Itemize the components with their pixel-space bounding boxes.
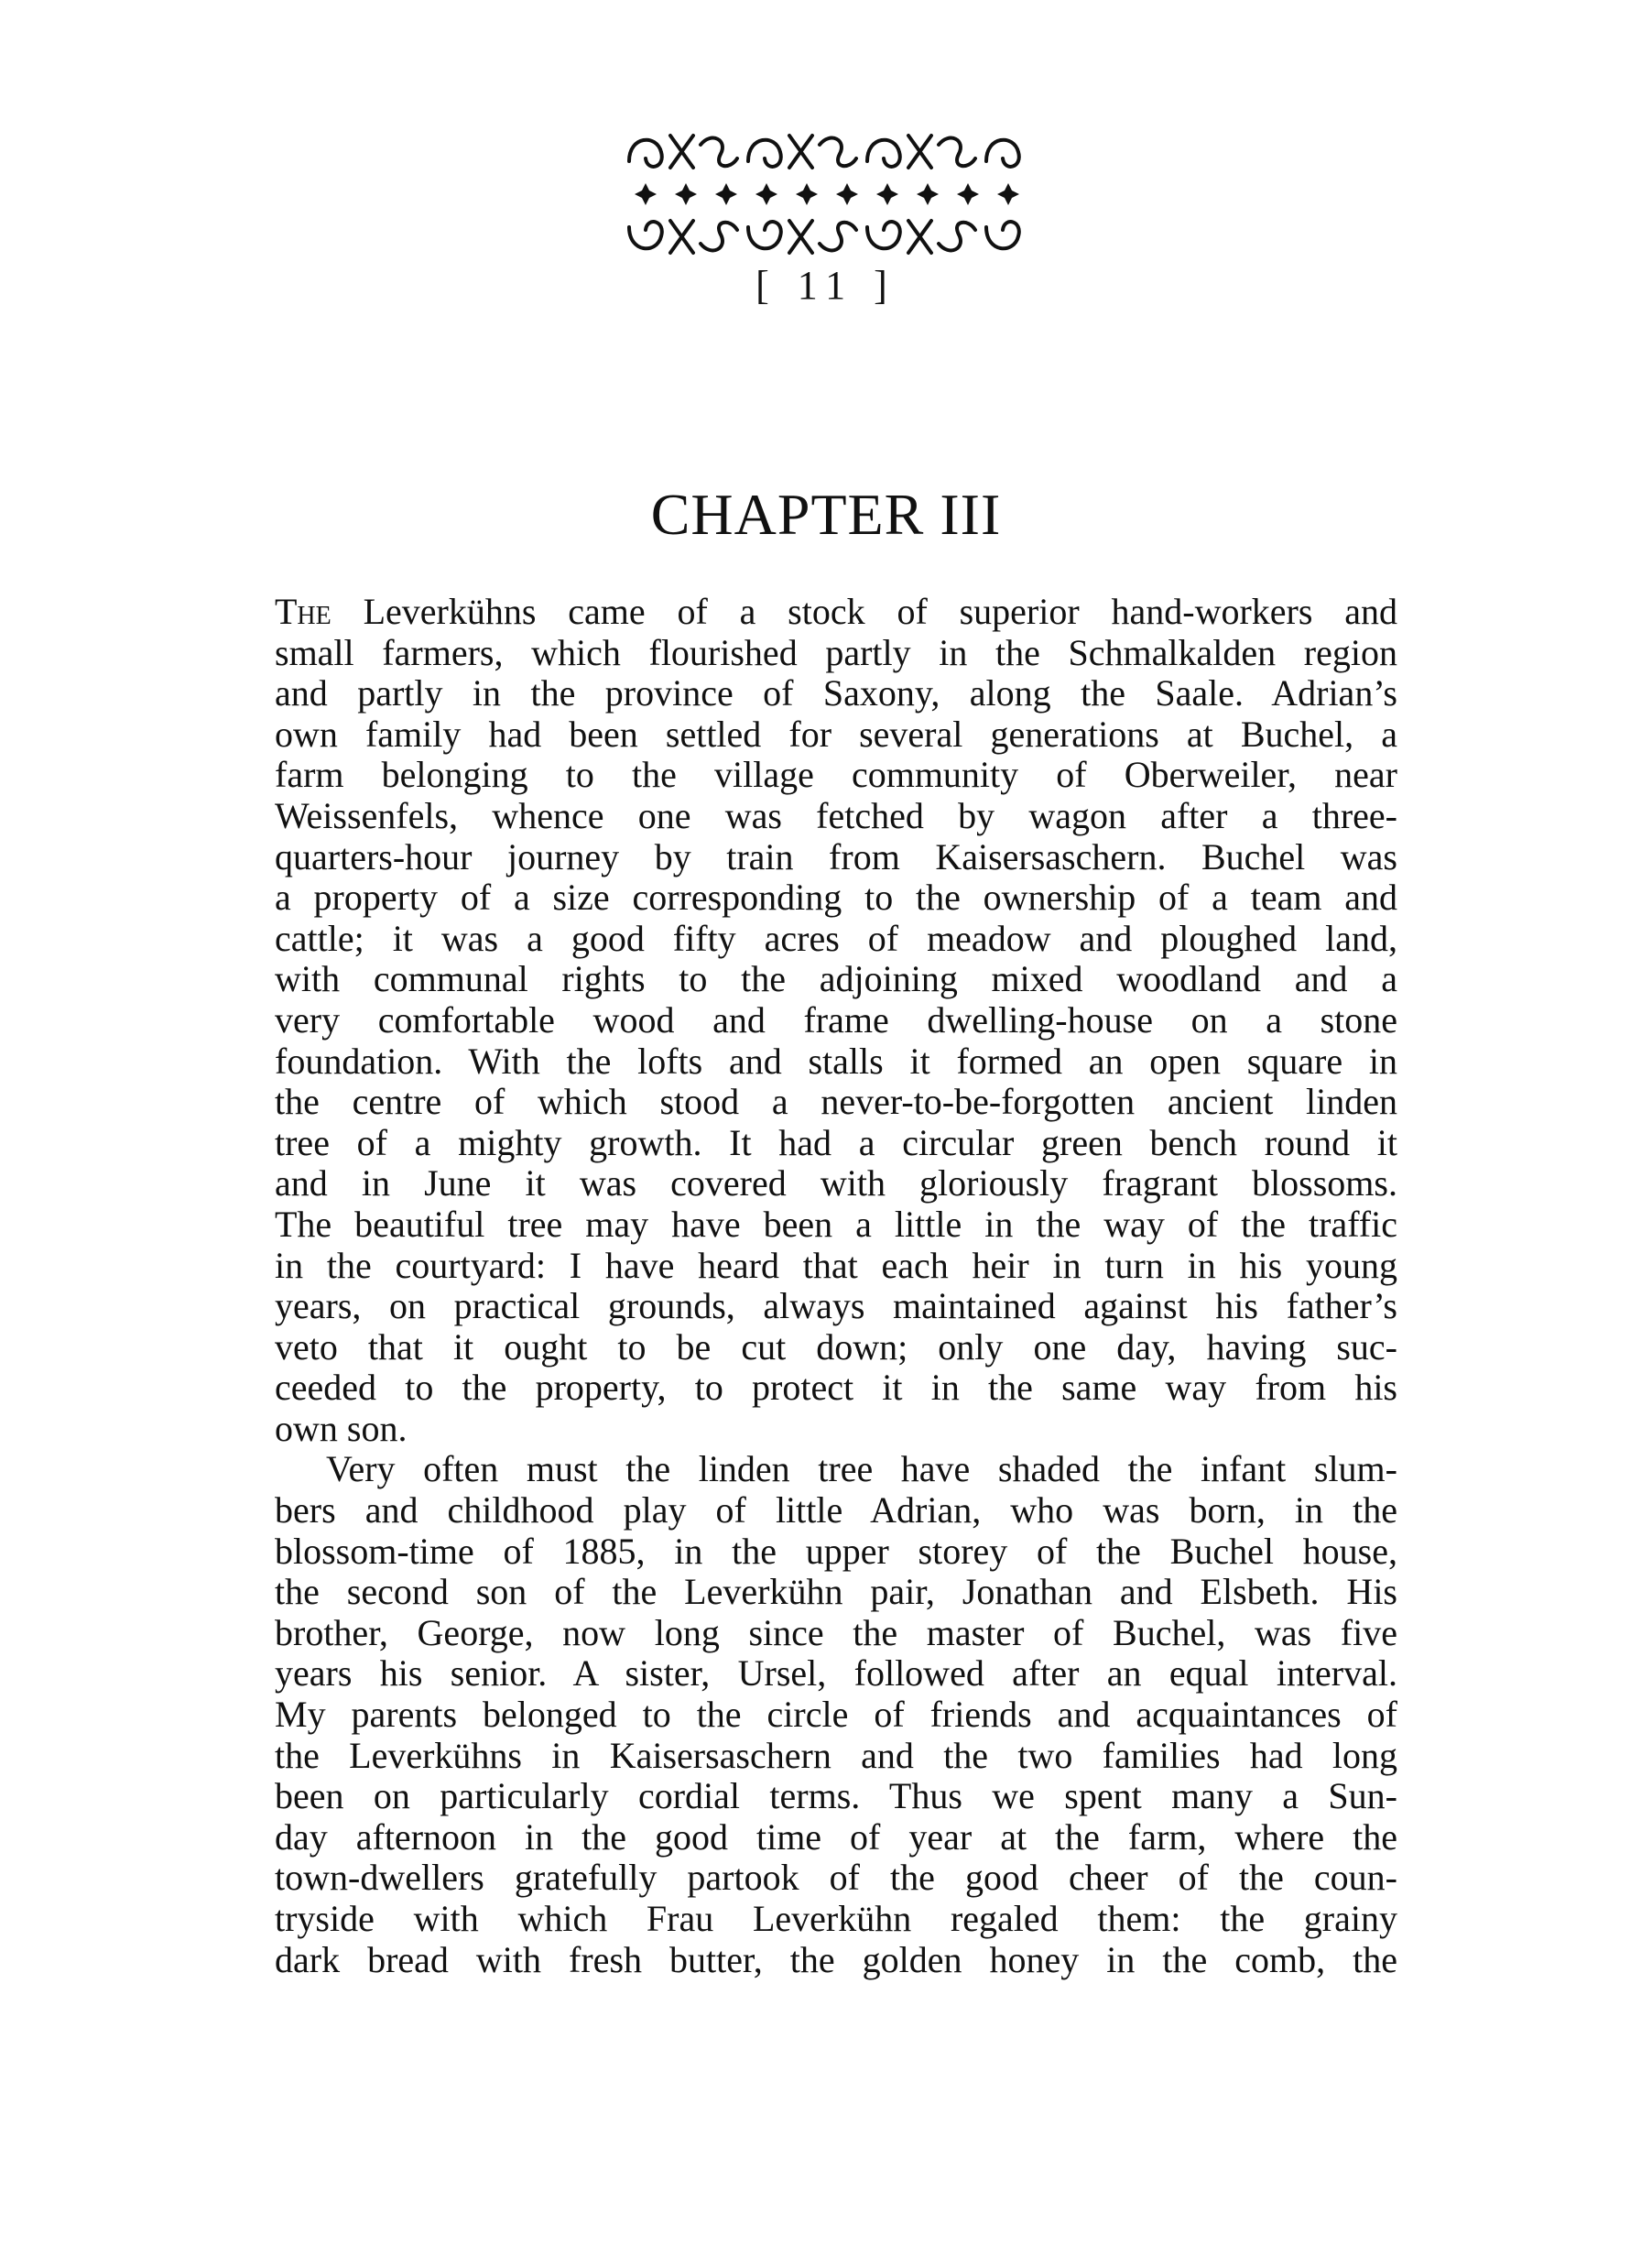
text-line: the second son of the Leverkühn pair, Jonathan and Elsbeth. His: [275, 1572, 1397, 1613]
text-line: years his senior. A sister, Ursel, followed after an equal interval.: [275, 1653, 1397, 1695]
decorative-scroll-ornament: [620, 117, 1032, 273]
text-line: small farmers, which flourished partly in the Schmalkalden region: [275, 632, 1397, 673]
text-line: and in June it was covered with gloriously fragrant blossoms.: [275, 1163, 1397, 1204]
text-line: town-dwellers gratefully partook of the good cheer of the coun-: [275, 1858, 1397, 1899]
text-line: own son.: [275, 1408, 408, 1449]
body-text: [275, 592, 1397, 1980]
text-line: and partly in the province of Saxony, along the Saale. Adrian’s: [275, 673, 1397, 714]
text-line: [275, 592, 1397, 633]
text-line: farm belonging to the village community of Oberweiler, near: [275, 755, 1397, 796]
chapter-title: CHAPTER III: [650, 482, 1002, 547]
text-line: brother, George, now long since the master of Buchel, was five: [275, 1612, 1397, 1653]
text-line: the centre of which stood a never-to-be-forgotten ancient linden: [275, 1082, 1397, 1123]
line-text: Leverkühns came of a stock of superior hand-workers and: [331, 592, 1397, 632]
text-line: ceeded to the property, to protect it in the same way from his: [275, 1368, 1397, 1409]
text-line: with communal rights to the adjoining mixed woodland and a: [275, 959, 1397, 1000]
text-line: the Leverkühns in Kaisersaschern and the two families had long: [275, 1735, 1397, 1776]
text-line: blossom-time of 1885, in the upper storey of the Buchel house,: [275, 1531, 1397, 1572]
text-line: bers and childhood play of little Adrian, who was born, in the: [275, 1490, 1397, 1531]
text-line: a property of a size corresponding to the ownership of a team and: [275, 877, 1397, 919]
text-line: tree of a mighty growth. It had a circular green bench round it: [275, 1122, 1397, 1163]
text-line: years, on practical grounds, always maintained against his father’s: [275, 1286, 1397, 1327]
text-line: tryside with which Frau Leverkühn regaled them: the grainy: [275, 1899, 1397, 1939]
text-line: very comfortable wood and frame dwelling-house on a stone: [275, 999, 1397, 1041]
page-number: [ 11 ]: [755, 263, 897, 308]
text-line: quarters-hour journey by train from Kaisersaschern. Buchel was: [275, 836, 1397, 877]
text-line: been on particularly cordial terms. Thus we spent many a Sun-: [275, 1776, 1397, 1817]
text-line: in the courtyard: I have heard that each heir in turn in his young: [275, 1245, 1397, 1286]
text-line: day afternoon in the good time of year at the farm, where the: [275, 1816, 1397, 1858]
text-line: Weissenfels, whence one was fetched by wagon after a three-: [275, 795, 1397, 836]
text-line: Very often must the linden tree have shaded the infant slum-: [326, 1449, 1397, 1490]
lead-smallcaps: The: [275, 592, 331, 632]
text-line: My parents belonged to the circle of friends and acquaintances of: [275, 1695, 1397, 1736]
text-line: own family had been settled for several generations at Buchel, a: [275, 714, 1397, 755]
text-line: cattle; it was a good fifty acres of meadow and ploughed land,: [275, 918, 1397, 959]
text-line: veto that it ought to be cut down; only one day, having suc-: [275, 1326, 1397, 1368]
text-line: foundation. With the lofts and stalls it formed an open square in: [275, 1041, 1397, 1082]
text-line: The beautiful tree may have been a little in the way of the traffic: [275, 1204, 1397, 1245]
text-line: dark bread with fresh butter, the golden honey in the comb, the: [275, 1939, 1397, 1980]
